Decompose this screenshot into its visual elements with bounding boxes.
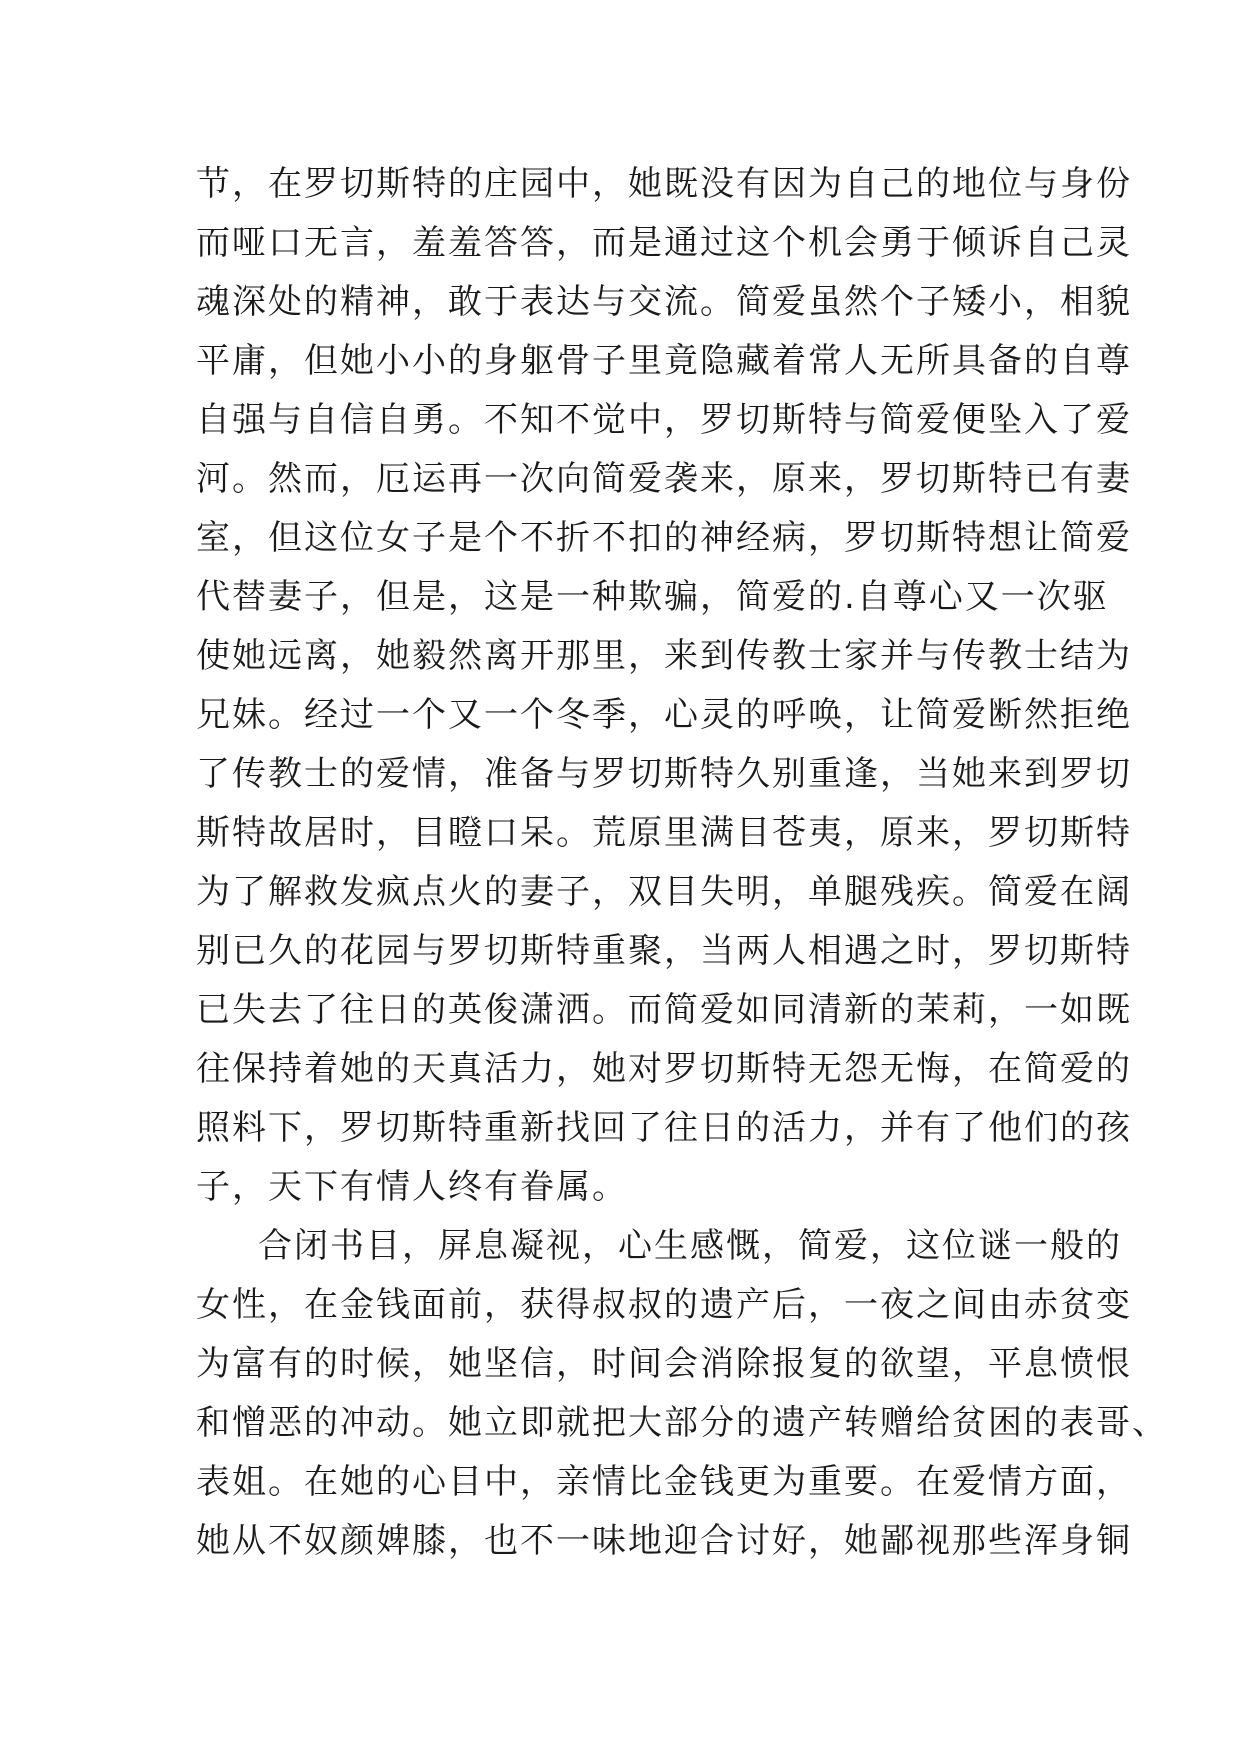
text-line: 魂深处的精神，敢于表达与交流。简爱虽然个子矮小，相貌 [196,282,1132,322]
text-line: 节，在罗切斯特的庄园中，她既没有因为自己的地位与身份 [196,164,1132,204]
paragraph-first-line: 合闭书目，屏息凝视，心生感慨，简爱，这位谜一般的 [258,1226,1122,1266]
text-line: 兄妹。经过一个又一个冬季，心灵的呼唤，让简爱断然拒绝 [196,695,1132,735]
text-line: 已失去了往日的英俊潇洒。而简爱如同清新的茉莉，一如既 [196,990,1132,1030]
text-line: 别已久的花园与罗切斯特重聚，当两人相遇之时，罗切斯特 [196,931,1132,971]
text-line: 而哑口无言，羞羞答答，而是通过这个机会勇于倾诉自己灵 [196,223,1132,263]
text-line: 和憎恶的冲动。她立即就把大部分的遗产转赠给贫困的表哥、 [196,1403,1168,1443]
text-line: 自强与自信自勇。不知不觉中，罗切斯特与简爱便坠入了爱 [196,400,1132,440]
text-line: 为了解救发疯点火的妻子，双目失明，单腿残疾。简爱在阔 [196,872,1132,912]
text-line: 代替妻子，但是，这是一种欺骗，简爱的.自尊心又一次驱 [196,577,1109,617]
text-line: 河。然而，厄运再一次向简爱袭来，原来，罗切斯特已有妻 [196,459,1132,499]
paragraph-end-line: 子，天下有情人终有眷属。 [196,1167,628,1207]
text-line: 表姐。在她的心目中，亲情比金钱更为重要。在爱情方面， [196,1462,1132,1502]
text-line: 为富有的时候，她坚信，时间会消除报复的欲望，平息愤恨 [196,1344,1132,1384]
text-line: 往保持着她的天真活力，她对罗切斯特无怨无悔，在简爱的 [196,1049,1132,1089]
text-line: 女性，在金钱面前，获得叔叔的遗产后，一夜之间由赤贫变 [196,1285,1132,1325]
text-line: 她从不奴颜婢膝，也不一味地迎合讨好，她鄙视那些浑身铜 [196,1521,1132,1561]
body-text [196,155,1168,1571]
text-line: 照料下，罗切斯特重新找回了往日的活力，并有了他们的孩 [196,1108,1132,1148]
text-line: 使她远离，她毅然离开那里，来到传教士家并与传教士结为 [196,636,1132,676]
text-line: 平庸，但她小小的身躯骨子里竟隐藏着常人无所具备的自尊 [196,341,1132,381]
text-line: 室，但这位女子是个不折不扣的神经病，罗切斯特想让简爱 [196,518,1132,558]
text-line: 了传教士的爱情，准备与罗切斯特久别重逢，当她来到罗切 [196,754,1132,794]
text-line: 斯特故居时，目瞪口呆。荒原里满目苍夷，原来，罗切斯特 [196,813,1132,853]
